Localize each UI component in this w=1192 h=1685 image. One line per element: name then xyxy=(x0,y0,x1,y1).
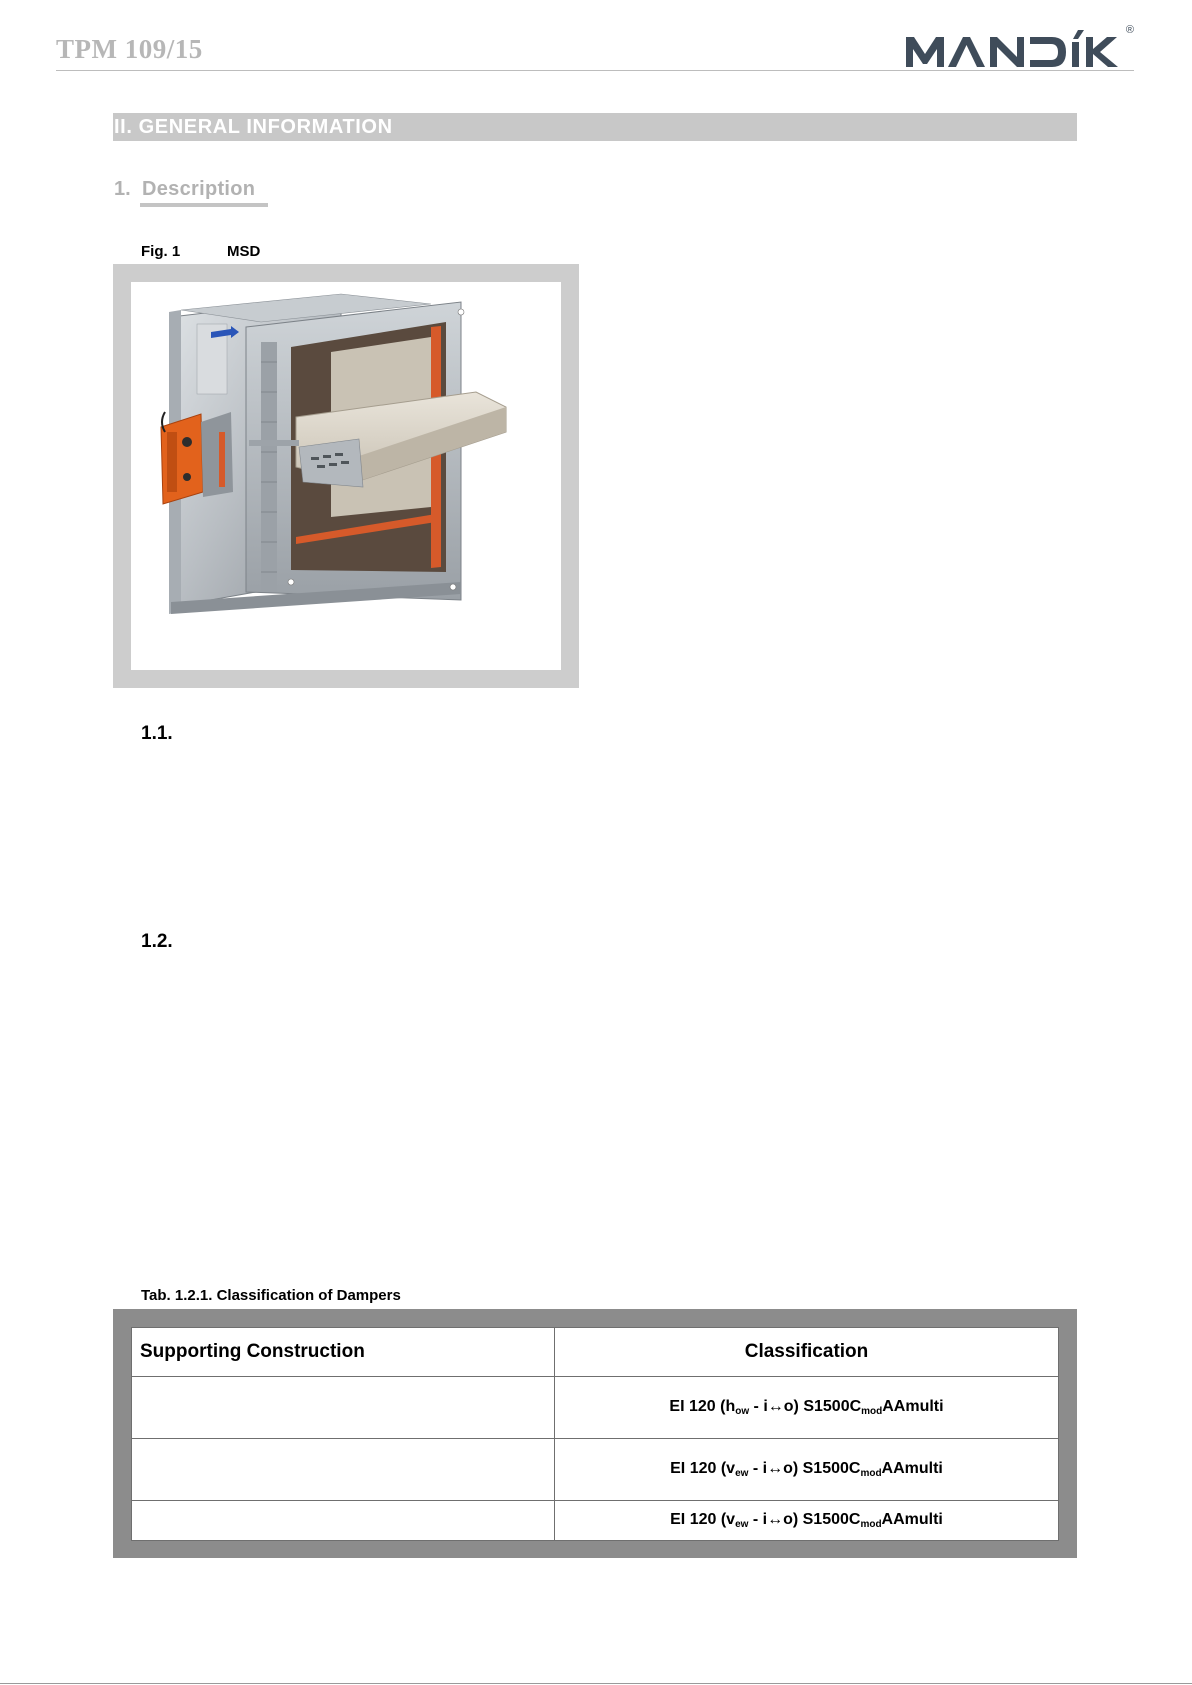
header-supporting-construction: Supporting Construction xyxy=(132,1328,555,1377)
class-prefix: EI 120 (v xyxy=(670,1511,736,1528)
class-sub2: mod xyxy=(860,1468,882,1479)
classification-table xyxy=(131,1327,1059,1541)
table-row xyxy=(132,1377,1059,1439)
class-sub1: ow xyxy=(735,1406,750,1417)
document-code: TPM 109/15 xyxy=(56,34,203,64)
table-caption: Tab. 1.2.1. Classification of Dampers xyxy=(141,1287,401,1304)
construction-cell xyxy=(132,1501,555,1541)
header-classification: Classification xyxy=(555,1328,1059,1377)
fire-damper-photo-icon xyxy=(131,282,561,670)
mandik-logo-icon xyxy=(906,30,1134,70)
classification-cell xyxy=(555,1501,1059,1541)
class-sub2: mod xyxy=(861,1406,883,1417)
class-prefix: EI 120 (h xyxy=(669,1398,736,1415)
header-divider xyxy=(56,70,1134,71)
figure-label: Fig. 1 xyxy=(141,243,181,260)
paragraph-1-2-number: 1.2. xyxy=(141,931,173,952)
construction-cell xyxy=(132,1377,555,1439)
classification-cell xyxy=(555,1439,1059,1501)
class-suffix: AAmulti xyxy=(881,1511,943,1528)
class-mid: - i↔o) S1500C xyxy=(749,1398,862,1415)
registered-mark: ® xyxy=(1125,24,1134,36)
classification-cell xyxy=(555,1377,1059,1439)
paragraph-1-1-number: 1.1. xyxy=(141,723,173,744)
class-mid: - i↔o) S1500C xyxy=(748,1460,861,1477)
class-suffix: AAmulti xyxy=(881,1460,943,1477)
section-title: II. GENERAL INFORMATION xyxy=(114,116,393,138)
class-sub1: ew xyxy=(735,1468,749,1479)
table-row xyxy=(132,1439,1059,1501)
subsection-title: Description xyxy=(142,178,256,200)
class-sub1: ew xyxy=(735,1519,749,1530)
figure-image xyxy=(131,282,561,670)
class-sub2: mod xyxy=(860,1519,882,1530)
figure-name: MSD xyxy=(227,243,261,260)
class-suffix: AAmulti xyxy=(882,1398,944,1415)
mandik-logo xyxy=(906,24,1134,70)
class-mid: - i↔o) S1500C xyxy=(748,1511,861,1528)
subsection-underline xyxy=(140,203,268,207)
subsection-number: 1. xyxy=(114,178,131,200)
table-header-row xyxy=(132,1328,1059,1377)
footer-divider xyxy=(0,1683,1192,1684)
table-row xyxy=(132,1501,1059,1541)
class-prefix: EI 120 (v xyxy=(670,1460,736,1477)
construction-cell xyxy=(132,1439,555,1501)
